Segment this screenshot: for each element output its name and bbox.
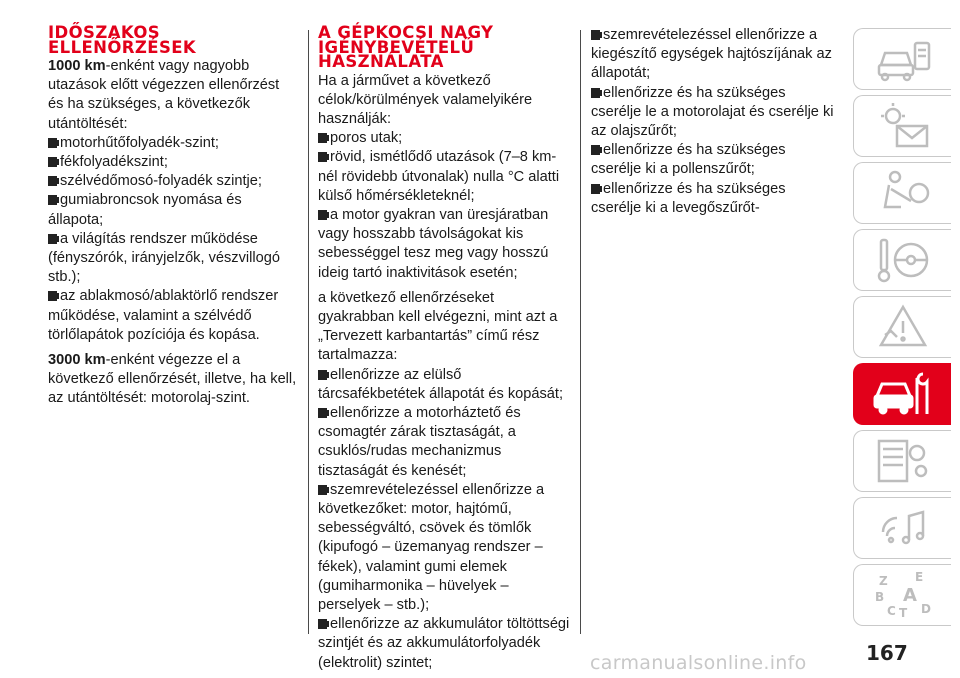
list-item-text: ellenőrizze az akkumulátor töltöttségi szintjét és az akkumulátorfolyadék (elektrolit) szintet; xyxy=(318,616,570,671)
bullet-box-icon xyxy=(591,184,600,194)
tab-index[interactable] xyxy=(853,564,951,626)
list-item-text: szélvédőmosó-folyadék szintje; xyxy=(60,173,262,190)
paragraph-1000km xyxy=(48,57,298,134)
list-item xyxy=(318,129,570,148)
intro-paragraph: Ha a járművet a következő célok/körülmények valamelyikére használják: xyxy=(318,72,533,127)
paragraph-text: -enként vagy nagyobb utazások előtt végezzen ellenőrzést és ha szükséges, a következők utántöltését: xyxy=(48,58,280,132)
list-item xyxy=(318,148,570,206)
car-wrench-icon xyxy=(871,368,935,420)
bullet-box-icon xyxy=(48,291,57,301)
paragraph-more-often: a következő ellenőrzéseket gyakrabban kell elvégezni, mint azt a „Tervezett karbantartás” című rész tartalmazza: xyxy=(318,289,558,364)
emergency-icon xyxy=(871,301,935,353)
list-item-text: ellenőrizze és ha szükséges cserélje ki a levegőszűrőt- xyxy=(591,180,786,216)
paragraph-3000km xyxy=(48,351,298,409)
list-item-text: rövid, ismétlődő utazások (7–8 km-nél rövidebb útvonalak) nulla °C alatti külső hőmérsékleteknél; xyxy=(318,149,560,204)
steering-key-icon xyxy=(871,234,935,286)
list-item xyxy=(48,153,298,172)
bullet-box-icon xyxy=(591,30,600,40)
list-item xyxy=(318,481,570,615)
bullet-box-icon xyxy=(318,619,327,629)
tab-technical-data[interactable] xyxy=(853,430,951,492)
index-letter: D xyxy=(920,602,931,616)
column-periodic-checks xyxy=(48,23,298,409)
list-item-text: az ablakmosó/ablaktörlő rendszer működése, valamint a szélvédő törlőlapátok pozíciója és kopása. xyxy=(48,288,279,343)
column-divider xyxy=(308,30,309,634)
column-continued xyxy=(591,26,836,218)
tab-maintenance[interactable] xyxy=(853,363,951,425)
list-item-text: a motor gyakran van üresjáratban vagy hosszabb távolságokat kis sebességgel tesz meg vagy hosszú ideig tartó inaktivitások esetén; xyxy=(318,206,549,281)
bullet-box-icon xyxy=(318,408,327,418)
list-item-text: fékfolyadékszint; xyxy=(60,154,168,171)
tab-multimedia[interactable] xyxy=(853,497,951,559)
bullet-box-icon xyxy=(318,485,327,495)
tab-starting-driving[interactable] xyxy=(853,229,951,291)
list-item xyxy=(318,404,570,481)
list-item-text: motorhűtőfolyadék-szint; xyxy=(60,134,219,151)
list-item-text: szemrevételezéssel ellenőrizze a következőket: motor, hajtómű, sebességváltó, csövek és tömlők (kipufogó – üzemanyag rendszer – fékek), valamint gumi elemek (gumiharmonika – hüvelyek – perselyek – stb.); xyxy=(318,481,545,613)
bullet-box-icon xyxy=(318,152,327,162)
bullet-box-icon xyxy=(318,210,327,220)
heading-line: ELLENŐRZÉSEK xyxy=(48,37,197,57)
list-item xyxy=(591,84,836,142)
paragraph-text: -enként végezze el a következő ellenőrzését, illetve, ha kell, az utántöltését: motorolaj-szint. xyxy=(48,352,297,407)
index-letter: T xyxy=(898,606,907,620)
bullet-box-icon xyxy=(318,133,327,143)
safety-airbag-icon xyxy=(871,167,935,219)
index-letter: E xyxy=(914,570,923,584)
column-divider xyxy=(580,30,581,634)
heading-line: A GÉPKOCSI NAGY xyxy=(318,23,494,42)
column-heavy-use xyxy=(318,23,570,673)
list-item-text: a világítás rendszer működése (fényszórók, irányjelzők, vészvillogó stb.); xyxy=(48,230,280,286)
chapter-tabs xyxy=(853,28,951,631)
heading-line: IDŐSZAKOS xyxy=(48,23,161,42)
bullet-box-icon xyxy=(48,138,57,148)
bullet-box-icon xyxy=(318,370,327,380)
bullet-box-icon xyxy=(591,88,600,98)
tab-warning-lights[interactable] xyxy=(853,95,951,157)
index-letter: Z xyxy=(878,574,888,588)
list-item xyxy=(318,366,570,404)
list-item xyxy=(318,206,570,283)
list-item xyxy=(591,141,836,179)
index-letter: A xyxy=(902,585,917,606)
mileage-bold: 3000 km xyxy=(48,352,106,369)
car-info-icon xyxy=(871,33,935,85)
heading-line: HASZNÁLATA xyxy=(318,52,444,71)
list-item-text: ellenőrizze és ha szükséges cserélje le a motorolajat és cserélje ki az olajszűrőt; xyxy=(591,84,834,140)
mileage-bold: 1000 km xyxy=(48,58,106,74)
list-item xyxy=(48,230,298,288)
tab-safety[interactable] xyxy=(853,162,951,224)
list-item-text: gumiabroncsok nyomása és állapota; xyxy=(48,192,242,228)
bullet-box-icon xyxy=(48,176,57,186)
list-item xyxy=(591,180,836,218)
page-number: 167 xyxy=(866,641,908,665)
multimedia-icon xyxy=(871,502,935,554)
bullet-box-icon xyxy=(591,145,600,155)
list-item xyxy=(48,172,298,191)
index-alphabet-icon xyxy=(871,569,935,621)
index-letter: B xyxy=(874,590,884,604)
list-item-text: poros utak; xyxy=(330,130,403,147)
heading-heavy-use xyxy=(318,23,570,71)
list-item xyxy=(48,134,298,153)
list-item-text: ellenőrizze a motorháztető és csomagtér zárak tisztaságát, a csuklós/rudas mechanizmus tisztaságát és kenését; xyxy=(318,404,521,479)
list-item-text: ellenőrizze az elülső tárcsafékbetétek állapotát és kopását; xyxy=(318,366,564,402)
list-item-text: szemrevételezéssel ellenőrizze a kiegészítő egységek hajtószíjának az állapotát; xyxy=(591,27,832,82)
list-item xyxy=(318,615,570,673)
list-item-text: ellenőrizze és ha szükséges cserélje ki a pollenszűrőt; xyxy=(591,142,786,178)
index-letter: C xyxy=(886,604,896,618)
tab-car-info[interactable] xyxy=(853,28,951,90)
list-item xyxy=(48,191,298,229)
warning-lights-icon xyxy=(871,100,935,152)
watermark: carmanualsonline.info xyxy=(590,652,807,674)
heading-periodic-checks xyxy=(48,23,298,57)
bullet-box-icon xyxy=(48,195,57,205)
specs-gears-icon xyxy=(871,435,935,487)
list-item xyxy=(591,26,836,84)
bullet-box-icon xyxy=(48,157,57,167)
tab-emergency[interactable] xyxy=(853,296,951,358)
list-item xyxy=(48,287,298,345)
bullet-box-icon xyxy=(48,234,57,244)
heading-line: IGÉNYBEVÉTELŰ xyxy=(318,37,475,57)
